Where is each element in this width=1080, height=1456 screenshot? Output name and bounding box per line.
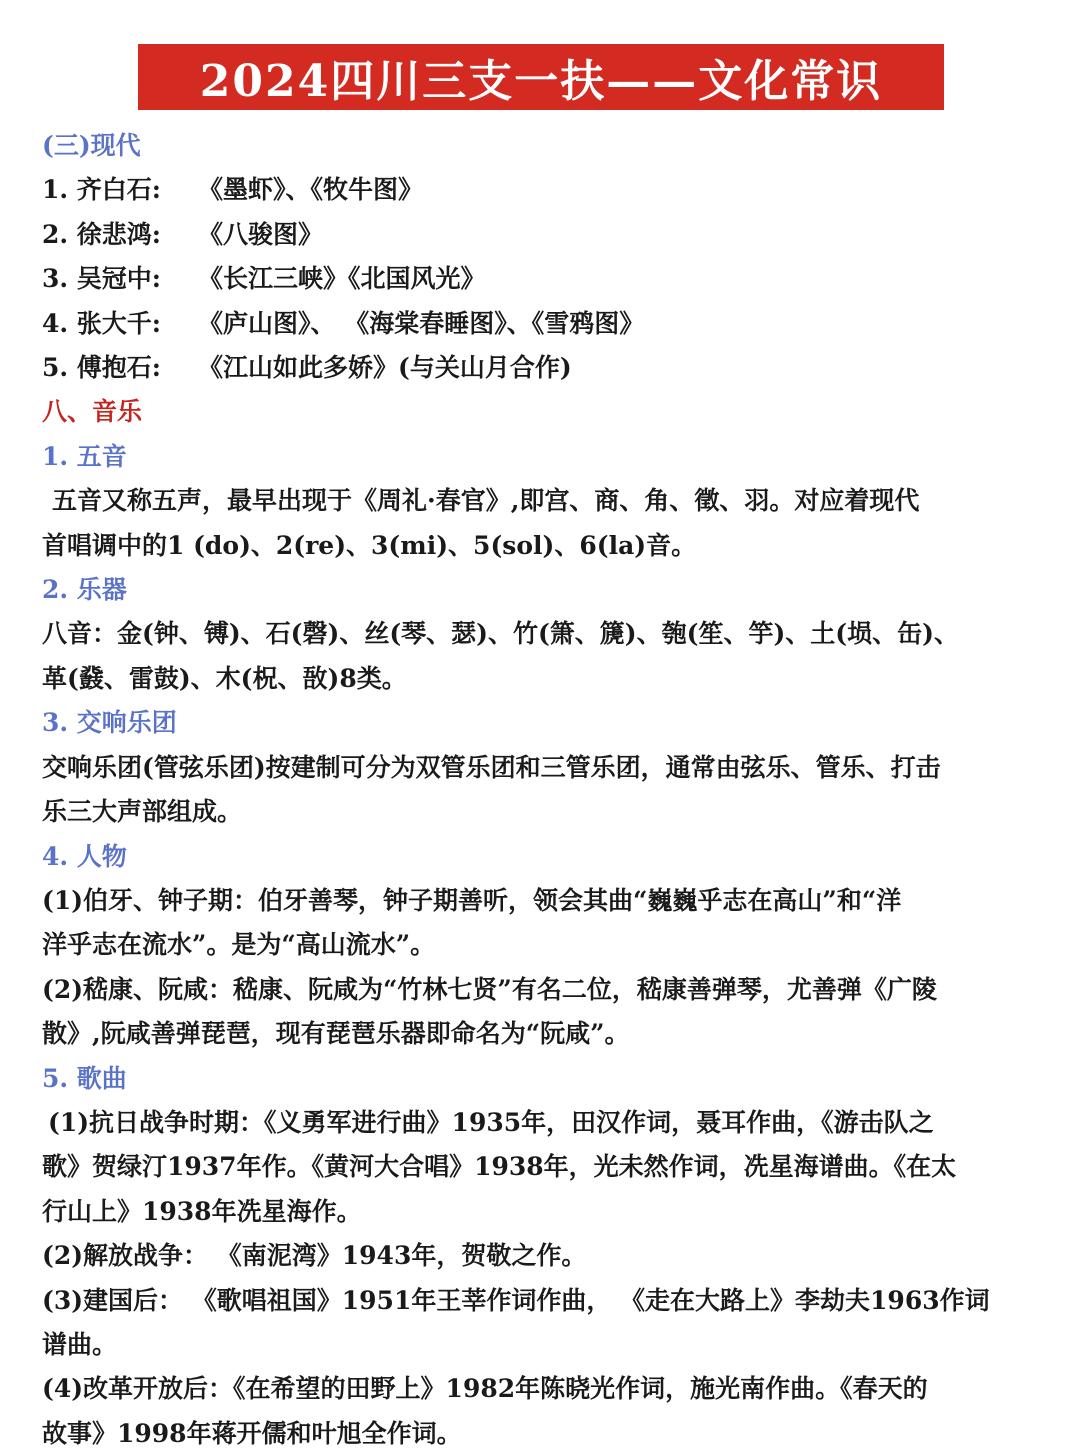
paragraph-line: 故事》1998年蒋开儒和叶旭全作词。 [42, 1418, 462, 1448]
subheading-instruments: 2. 乐器 [42, 575, 127, 605]
paragraph-line: (2)嵇康、阮咸：嵇康、阮咸为“竹林七贤”有名二位，嵇康善弹琴，尤善弹《广陵 [42, 974, 937, 1004]
paragraph-line: 谱曲。 [42, 1329, 118, 1359]
paragraph-line: 乐三大声部组成。 [42, 797, 243, 827]
artist-name: 5. 傅抱石: [42, 353, 162, 383]
paragraph-line: 革(鼗、雷鼓)、木(柷、敔)8类。 [42, 663, 407, 693]
artist-works: 《八骏图》 [198, 219, 324, 249]
list-item [42, 168, 1042, 212]
section-heading-modern: (三)现代 [42, 131, 141, 160]
list-item [42, 213, 1042, 257]
paragraph-line: (1)伯牙、钟子期：伯牙善琴，钟子期善听，领会其曲“巍巍乎志在高山”和“洋 [42, 885, 902, 915]
title-banner [138, 44, 944, 110]
paragraph-line: (3)建国后： 《歌唱祖国》1951年王莘作词作曲， 《走在大路上》李劫夫1963作词 [42, 1285, 990, 1315]
document-body [42, 124, 1042, 1456]
page-title: 2024四川三支一扶——文化常识 [199, 56, 883, 107]
artist-works: 《墨虾》、《牧牛图》 [198, 175, 424, 205]
subheading-figures: 4. 人物 [42, 841, 127, 871]
subheading-orchestra: 3. 交响乐团 [42, 708, 177, 738]
paragraph-line: 交响乐团(管弦乐团)按建制可分为双管乐团和三管乐团，通常由弦乐、管乐、打击 [42, 752, 941, 782]
artist-name: 4. 张大千: [42, 308, 162, 338]
artist-works: 《江山如此多娇》(与关山月合作) [198, 353, 572, 383]
artist-name: 1. 齐白石: [42, 175, 162, 205]
list-item [42, 346, 1042, 390]
paragraph-line: 歌》贺绿汀1937年作。《黄河大合唱》1938年，光未然作词，冼星海谱曲。《在太 [42, 1152, 957, 1182]
subheading-songs: 5. 歌曲 [42, 1063, 127, 1093]
subheading-five-tones: 1. 五音 [42, 441, 127, 471]
paragraph-line: (1)抗日战争时期：《义勇军进行曲》1935年，田汉作词，聂耳作曲，《游击队之 [48, 1107, 934, 1137]
paragraph-line: 五音又称五声，最早出现于《周礼·春官》,即宫、商、角、徵、羽。对应着现代 [52, 486, 920, 516]
paragraph-line: 首唱调中的1 (do)、2(re)、3(mi)、5(sol)、6(la)音。 [42, 530, 697, 560]
paragraph-line: (2)解放战争： 《南泥湾》1943年，贺敬之作。 [42, 1241, 587, 1271]
paragraph-line: 散》,阮咸善弹琵琶，现有琵琶乐器即命名为“阮咸”。 [42, 1019, 630, 1049]
list-item [42, 302, 1042, 346]
artist-name: 2. 徐悲鸿: [42, 219, 162, 249]
paragraph-line: 行山上》1938年冼星海作。 [42, 1196, 362, 1226]
paragraph-line: 八音：金(钟、镈)、石(磬)、丝(琴、瑟)、竹(箫、篪)、匏(笙、竽)、土(埙、缶)、 [42, 619, 959, 649]
artist-works: 《长江三峡》《北国风光》 [198, 264, 486, 294]
artist-name: 3. 吴冠中: [42, 264, 162, 294]
artist-works: 《庐山图》、 《海棠春睡图》、《雪鸦图》 [198, 308, 645, 338]
paragraph-line: (4)改革开放后：《在希望的田野上》1982年陈晓光作词，施光南作曲。《春天的 [42, 1374, 928, 1404]
section-heading-music: 八、音乐 [42, 397, 143, 427]
paragraph-line: 洋乎志在流水”。是为“高山流水”。 [42, 930, 436, 960]
list-item [42, 257, 1042, 301]
